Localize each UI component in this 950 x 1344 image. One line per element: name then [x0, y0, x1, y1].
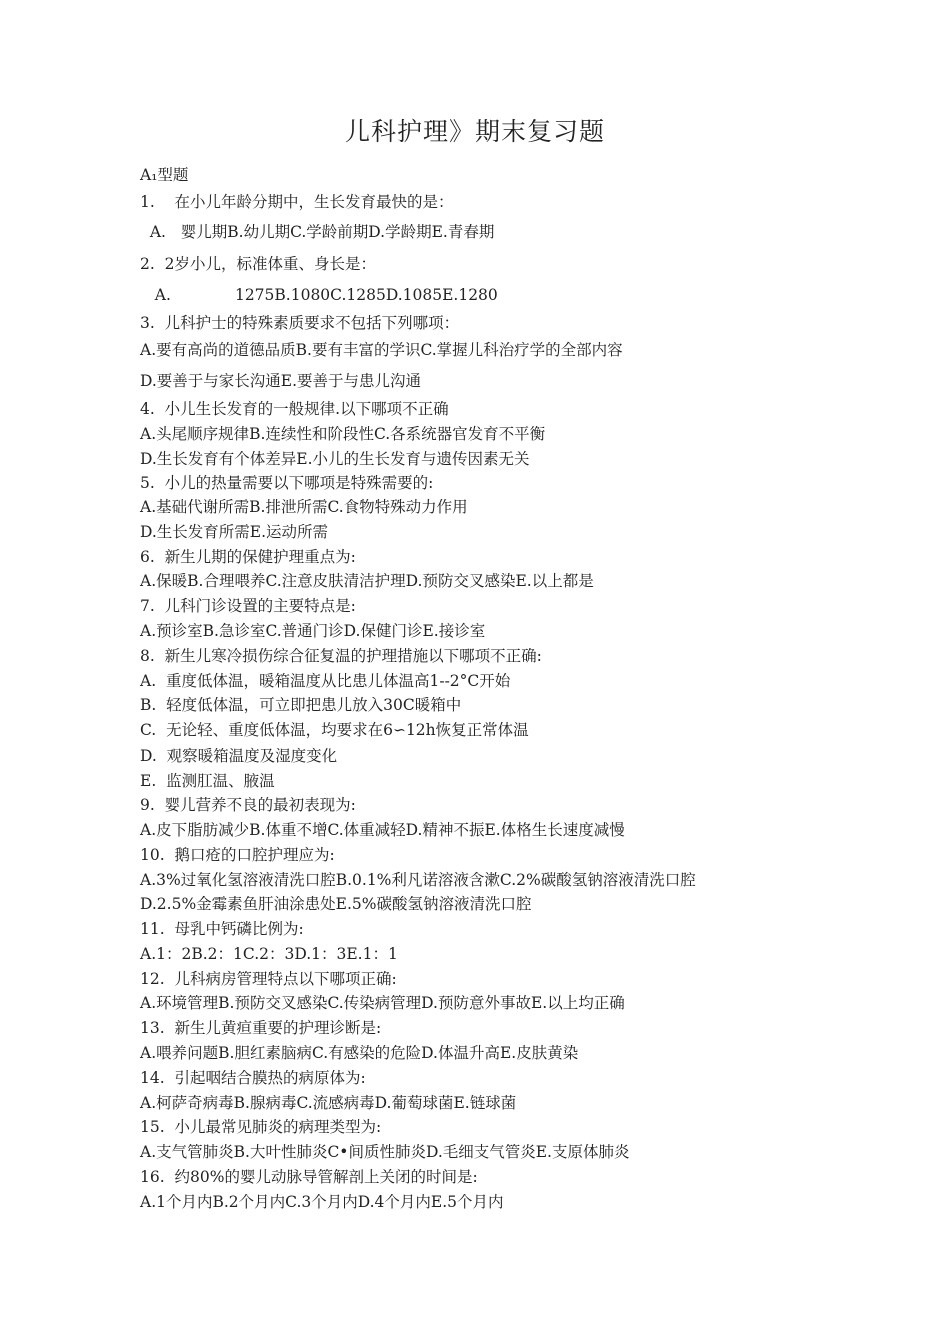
options-14: A.柯萨奇病毒B.腺病毒C.流感病毒D.葡萄球菌E.链球菌	[140, 1094, 517, 1112]
options-5a: A.基础代谢所需B.排泄所需C.食物特殊动力作用	[140, 498, 468, 516]
question-2: 2. 2岁小儿，标准体重、身长是：	[140, 255, 377, 273]
options-4b: D.生长发育有个体差异E.小儿的生长发育与遗传因素无关	[140, 450, 530, 468]
options-9: A.皮下脂肪减少B.体重不增C.体重减轻D.精神不振E.体格生长速度减慢	[140, 821, 625, 839]
question-1: 1. 在小儿年龄分期中，生长发育最快的是：	[140, 193, 454, 211]
options-3b: D.要善于与家长沟通E.要善于与患儿沟通	[140, 372, 422, 390]
option-8c: C. 无论轻、重度低体温，均要求在6∽12h恢复正常体温	[140, 721, 529, 739]
options-16: A.1个月内B.2个月内C.3个月内D.4个月内E.5个月内	[140, 1193, 504, 1211]
options-13: A.喂养问题B.胆红素脑病C.有感染的危险D.体温升高E.皮肤黄染	[140, 1044, 579, 1062]
question-11: 11. 母乳中钙磷比例为:	[140, 920, 304, 938]
question-14: 14. 引起咽结合膜热的病原体为:	[140, 1069, 366, 1087]
options-10b: D.2.5%金霉素鱼肝油涂患处E.5%碳酸氢钠溶液清洗口腔	[140, 895, 532, 913]
question-8: 8. 新生儿寒冷损伤综合征复温的护理措施以下哪项不正确:	[140, 647, 542, 665]
option-8e: E. 监测肛温、腋温	[140, 772, 275, 790]
question-4: 4. 小儿生长发育的一般规律.以下哪项不正确	[140, 400, 449, 418]
option-8d: D. 观察暖箱温度及湿度变化	[140, 747, 338, 765]
option-8b: B. 轻度低体温，可立即把患儿放入30C暖箱中	[140, 696, 462, 714]
options-12: A.环境管理B.预防交叉感染C.传染病管理D.预防意外事故E.以上均正确	[140, 994, 625, 1012]
options-11: A.1：2B.2：1C.2：3D.1：3E.1：1	[140, 945, 398, 963]
question-12: 12. 儿科病房管理特点以下哪项正确:	[140, 970, 397, 988]
question-10: 10. 鹅口疮的口腔护理应为:	[140, 846, 335, 864]
question-15: 15. 小儿最常见肺炎的病理类型为:	[140, 1118, 382, 1136]
document-title: 儿科护理》期末复习题	[344, 117, 605, 146]
options-1: A. 婴儿期B.幼儿期C.学龄前期D.学龄期E.青春期	[140, 223, 495, 241]
options-5b: D.生长发育所需E.运动所需	[140, 523, 329, 541]
question-16: 16. 约80%的婴儿动脉导管解剖上关闭的时间是:	[140, 1168, 478, 1186]
question-5: 5. 小儿的热量需要以下哪项是特殊需要的:	[140, 474, 434, 492]
section-heading: A₁型题	[140, 166, 189, 184]
question-9: 9. 婴儿营养不良的最初表现为:	[140, 796, 356, 814]
question-7: 7. 儿科门诊设置的主要特点是:	[140, 597, 356, 615]
options-15: A.支气管肺炎B.大叶性肺炎C•间质性肺炎D.毛细支气管炎E.支原体肺炎	[140, 1143, 630, 1161]
options-2: A. 1275B.1080C.1285D.1085E.1280	[140, 286, 498, 304]
options-10a: A.3%过氧化氢溶液清洗口腔B.0.1%利凡诺溶液含漱C.2%碳酸氢钠溶液清洗口腔	[140, 871, 696, 889]
options-7: A.预诊室B.急诊室C.普通门诊D.保健门诊E.接诊室	[140, 622, 486, 640]
options-4a: A.头尾顺序规律B.连续性和阶段性C.各系统器官发育不平衡	[140, 425, 546, 443]
question-3: 3. 儿科护士的特殊素质要求不包括下列哪项：	[140, 314, 460, 332]
option-8a: A. 重度低体温，暖箱温度从比患儿体温高1--2°C开始	[140, 672, 511, 690]
options-3a: A.要有高尚的道德品质B.要有丰富的学识C.掌握儿科治疗学的全部内容	[140, 341, 623, 359]
question-6: 6. 新生儿期的保健护理重点为:	[140, 548, 356, 566]
question-13: 13. 新生儿黄疸重要的护理诊断是:	[140, 1019, 382, 1037]
options-6: A.保暖B.合理喂养C.注意皮肤清洁护理D.预防交叉感染E.以上都是	[140, 572, 594, 590]
